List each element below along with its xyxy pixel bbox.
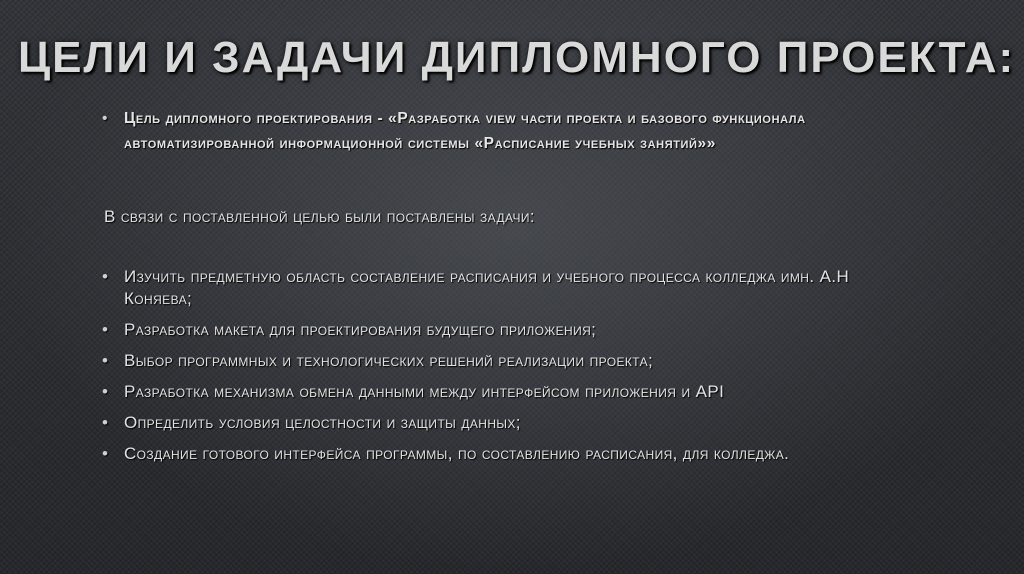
bullet-icon: • bbox=[102, 382, 109, 401]
goal-list bbox=[102, 106, 892, 156]
goal-item bbox=[102, 106, 892, 156]
task-item bbox=[102, 381, 902, 403]
bullet-icon: • bbox=[102, 413, 109, 432]
bullet-icon: • bbox=[102, 444, 109, 463]
task-item bbox=[102, 412, 902, 434]
task-item bbox=[102, 443, 902, 465]
task-item bbox=[102, 319, 902, 341]
task-text: Выбор программных и технологических решений реализации проекта; bbox=[124, 351, 654, 370]
tasks-intro: В связи с поставленной целью были поставлены задачи: bbox=[104, 207, 536, 226]
bullet-icon: • bbox=[102, 267, 109, 286]
task-text: Определить условия целостности и защиты данных; bbox=[124, 413, 521, 432]
task-item bbox=[102, 266, 902, 310]
bullet-icon: • bbox=[102, 110, 109, 127]
bullet-icon: • bbox=[102, 320, 109, 339]
task-text: Создание готового интерфейса программы, по составлению расписания, для колледжа. bbox=[124, 444, 790, 463]
slide-title: ЦЕЛИ И ЗАДАЧИ ДИПЛОМНОГО ПРОЕКТА: bbox=[18, 33, 1016, 82]
goal-text: Цель дипломного проектирования - «Разработка view части проекта и базового функционала автоматизированной информационной системы «Расписание учебных занятий»» bbox=[124, 110, 806, 152]
task-item bbox=[102, 350, 902, 372]
task-text: Разработка макета для проектирования будущего приложения; bbox=[124, 320, 597, 339]
bullet-icon: • bbox=[102, 351, 109, 370]
task-text: Изучить предметную область составление расписания и учебного процесса колледжа имн. А.Н Коняева; bbox=[124, 267, 850, 308]
tasks-list bbox=[102, 266, 902, 474]
task-text: Разработка механизма обмена данными между интерфейсом приложения и API bbox=[124, 382, 725, 401]
